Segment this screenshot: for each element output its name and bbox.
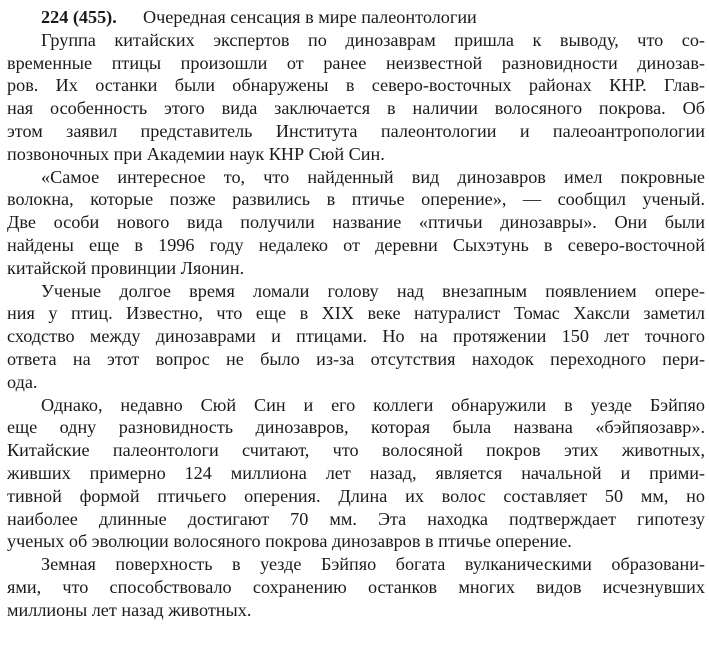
text-line: ями, что способствовало сохранению останков многих видов исчезнувших	[7, 576, 705, 597]
text-line: Земная поверхность в уезде Бэйпяо богата вулканическими образовани-	[41, 554, 705, 575]
paragraph-2	[7, 166, 705, 280]
paragraph-5	[7, 553, 705, 621]
text-line: найдены еще в 1996 году недалеко от деревни Сыхэтунь в северо-восточной	[7, 234, 705, 255]
text-line: Группа китайских экспертов по динозаврам пришла к выводу, что со-	[41, 29, 705, 50]
text-line: еще одну разновидность динозавров, которая была названа «бэйпяозавр».	[7, 417, 705, 438]
text-line: тивной формой птичьего оперения. Длина их волос составляет 50 мм, но	[7, 485, 705, 506]
text-line: Однако, недавно Сюй Син и его коллеги обнаружили в уезде Бэйпяо	[41, 394, 705, 415]
text-line: Ученые долгое время ломали голову над внезапным появлением опере-	[41, 280, 705, 301]
text-line: китайской провинции Ляонин.	[7, 257, 245, 278]
text-line: Две особи нового вида получили название «птичьи динозавры». Они были	[7, 212, 705, 233]
text-line: ода.	[7, 371, 38, 392]
document-page	[7, 6, 705, 622]
paragraph-1	[7, 29, 705, 166]
text-line: наиболее длинные достигают 70 мм. Эта находка подтверждает гипотезу	[7, 508, 705, 529]
text-line: ная особенность этого вида заключается в наличии волосяного покрова. Об	[7, 98, 705, 119]
text-line: миллионы лет назад животных.	[7, 599, 252, 620]
paragraph-4	[7, 394, 705, 554]
exercise-heading	[7, 6, 705, 29]
exercise-number: 224 (455).	[41, 7, 117, 27]
text-line: ров. Их останки были обнаружены в северо-восточных районах КНР. Глав-	[7, 75, 705, 96]
exercise-title: Очередная сенсация в мире палеонтологии	[143, 7, 477, 27]
text-line: этом заявил представитель Института палеонтологии и палеоантропологии	[7, 120, 705, 141]
text-line: живших примерно 124 миллиона лет назад, является начальной и прими-	[7, 462, 705, 483]
text-line: ния у птиц. Известно, что еще в XIX веке натуралист Томас Хаксли заметил	[7, 303, 705, 324]
text-line: ответа на этот вопрос не было из-за отсутствия находок переходного пери-	[7, 348, 705, 369]
text-line: волокна, которые позже развились в птичье оперение», — сообщил ученый.	[7, 189, 705, 210]
text-line: Китайские палеонтологи считают, что волосяной покров этих животных,	[7, 440, 705, 461]
text-line: сходство между динозаврами и птицами. Но на протяжении 150 лет точного	[7, 326, 705, 347]
text-line: ученых об эволюции волосяного покрова динозавров в птичье оперение.	[7, 531, 572, 552]
text-line: «Самое интересное то, что найденный вид динозавров имел покровные	[41, 166, 705, 187]
text-line: позвоночных при Академии наук КНР Сюй Син.	[7, 143, 385, 164]
paragraph-3	[7, 280, 705, 394]
text-line: временные птицы произошли от ранее неизвестной разновидности динозав-	[7, 52, 705, 73]
